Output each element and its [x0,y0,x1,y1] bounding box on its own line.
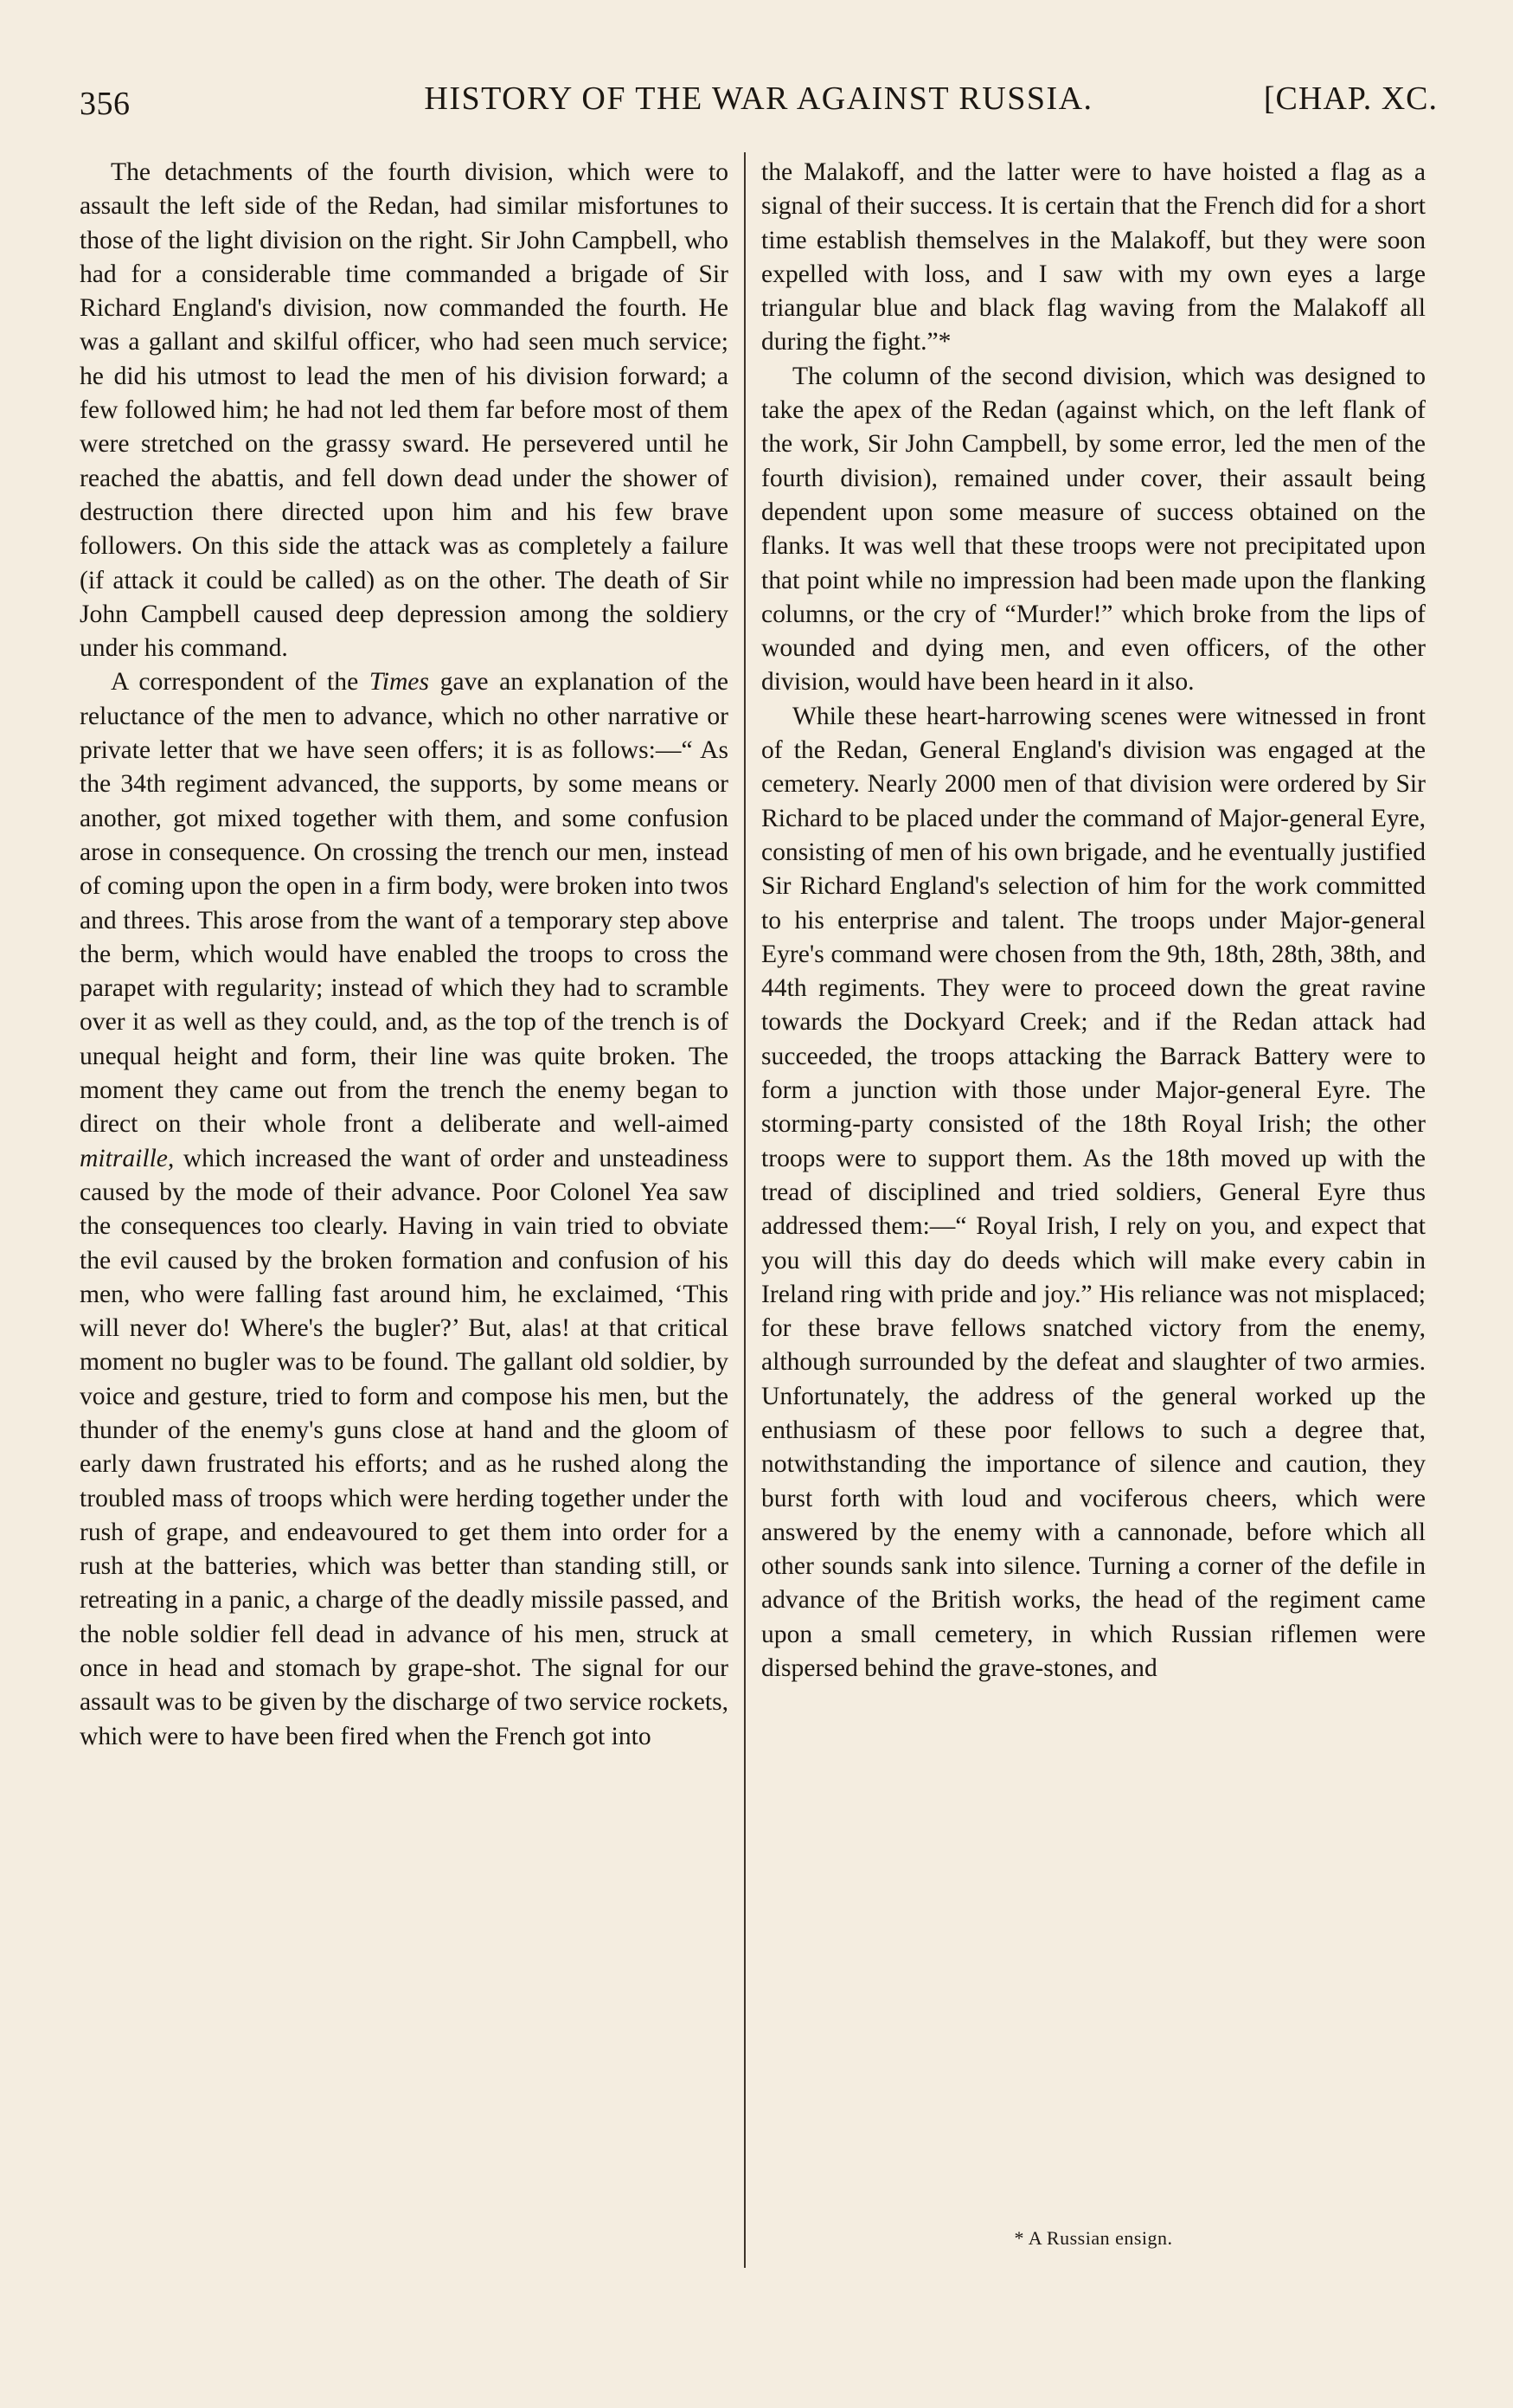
running-title: HISTORY OF THE WAR AGAINST RUSSIA. [424,80,1093,117]
text-segment: A correspondent of the [111,668,369,697]
paragraph-fourth-division: The detachments of the fourth division, which were to assault the left side of the Redan, had similar misfortunes to those of the light division on the right. Sir John Campbell, who had for a considerable time commanded a brigade of Sir Richard England's division, now commanded the fourth. He was a gallant and skilful officer, who had seen much service; he did his utmost to lead the men of his division forward; a few followed him; he had not led them far before most of them were stretched on the grassy sward. He persevered until he reached the abattis, and fell down dead under the shower of destruction there directed upon him and his few brave followers. On this side the attack was as completely a failure (if attack it could be called) as on the other. The death of Sir John Campbell caused deep depression among the soldiery under his command. [80,158,728,663]
column-divider [744,152,746,2268]
right-column [761,156,1426,1686]
text-segment: gave an explanation of the reluctance of the men to advance, which no other narrative or private letter that we have seen offers; it is as follows:—“ As the 34th regiment advanced, the supports, by some means or another, got mixed together with them, and some confusion arose in consequence. On crossing the trench our men, instead of coming upon the open in a firm body, were broken into twos and threes. This arose from the want of a temporary step above the berm, which would have enabled the troops to cross the parapet with regularity; instead of which they had to scramble over it as well as they could, and, as the top of the trench is of unequal height and form, their line was quite broken. The moment they came out from the trench the enemy began to direct on their whole front a deliberate and well-aimed [80,668,728,1139]
paragraph-times-correspondent [80,665,728,1754]
paragraph-cemetery-attack: While these heart-harrowing scenes were witnessed in front of the Redan, General England's division was engaged at the cemetery. Nearly 2000 men of that division were ordered by Sir Richard to be placed under the command of Major-general Eyre, consisting of men of his own brigade, and he eventually justified Sir Richard England's selection of him for the work committed to his enterprise and talent. The troops under Major-general Eyre's command were chosen from the 9th, 18th, 28th, 38th, and 44th regiments. They were to proceed down the great ravine towards the Dockyard Creek; and if the Redan attack had succeeded, the troops attacking the Barrack Battery were to form a junction with those under Major-general Eyre. The storming-party consisted of the 18th Royal Irish; the other troops were to support them. As the 18th moved up with the tread of disciplined and tried soldiers, General Eyre thus addressed them:—“ Royal Irish, I rely on you, and expect that you will this day do deeds which will make every cabin in Ireland ring with pride and joy.” His reliance was not misplaced; for these brave fellows snatched victory from the enemy, although surrounded by the defeat and slaughter of two armies. Unfortunately, the address of the general worked up the enthusiasm of these poor fellows to such a degree that, notwithstanding the importance of silence and caution, they burst forth with loud and vociferous cheers, which were answered by the enemy with a cannonade, before which all other sounds sank into silence. Turning a corner of the defile in advance of the British works, the head of the regiment came upon a small cemetery, in which Russian riflemen were dispersed behind the grave-stones, and [761,702,1426,1683]
footnote: * A Russian ensign. [1014,2227,1173,2249]
chapter-label: [CHAP. XC. [1263,80,1438,117]
newspaper-title: Times [369,668,429,697]
page-number: 356 [80,86,131,122]
paragraph-second-division: The column of the second division, which was designed to take the apex of the Redan (against which, on the left flank of the work, Sir John Campbell, by some error, led the men of the fourth division), remained under cover, their assault being dependent upon some measure of success obtained on the flanks. It was well that these troops were not precipitated upon that point while no impression had been made upon the flanking columns, or the cry of “Murder!” which broke from the lips of wounded and dying men, and even officers, of the other division, would have been heard in it also. [761,362,1426,697]
paragraph-malakoff-continued: the Malakoff, and the latter were to have hoisted a flag as a signal of their success. It is certain that the French did for a short time establish themselves in the Malakoff, but they were soon expelled with loss, and I saw with my own eyes a large triangular blue and black flag waving from the Malakoff all during the fight.”* [761,158,1426,356]
running-header [80,80,1438,128]
left-column [80,156,728,1754]
text-segment: which increased the want of order and unsteadiness caused by the mode of their advance. Poor Colonel Yea saw the consequences too clearly. Having in vain tried to obviate the evil caused by the broken formation and confusion of his men, who were falling fast around him, he exclaimed, ‘This will never do! Where's the bugler?’ But, alas! at that critical moment no bugler was to be found. The gallant old soldier, by voice and gesture, tried to form and compose his men, but the thunder of the enemy's guns close at hand and the gloom of early dawn frustrated his efforts; and as he rushed along the troubled mass of troops which were herding together under the rush of grape, and endeavoured to get them into order for a rush at the batteries, which was better than standing still, or retreating in a panic, a charge of the deadly missile passed, and the noble soldier fell dead in advance of his men, struck at once in head and stomach by grape-shot. The signal for our assault was to be given by the discharge of two service rockets, which were to have been fired when the French got into [80,1144,728,1750]
italic-term: mitraille, [80,1144,175,1172]
